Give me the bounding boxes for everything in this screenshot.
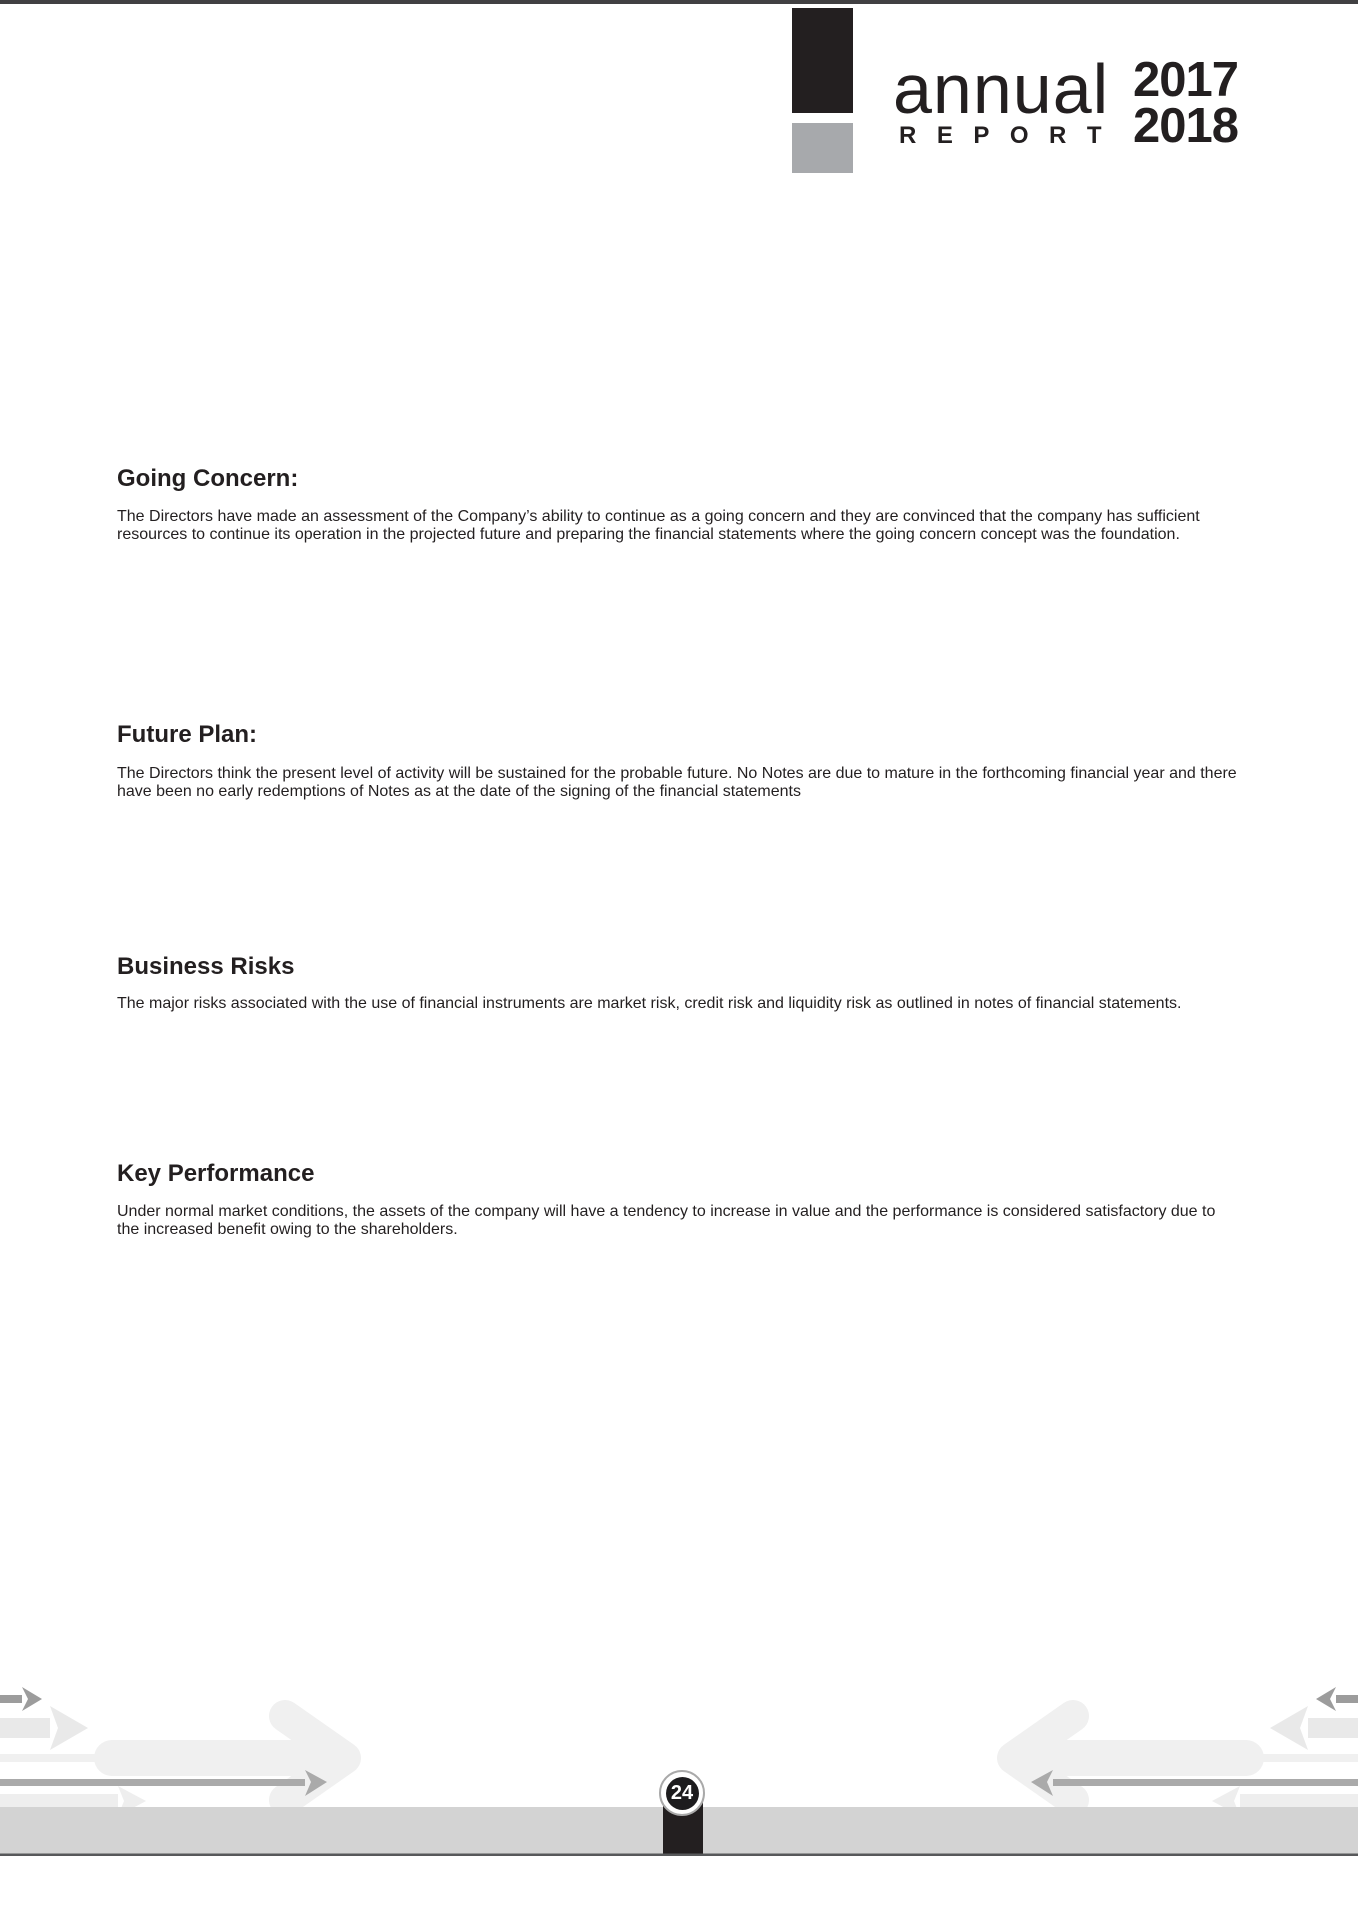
- section-body-going-concern: The Directors have made an assessment of the Company’s ability to continue as a going concern and they are convinced that the company has sufficient resources to continue its operation in the projected future and preparing the financial statements where the going concern concept was the foundation.: [117, 508, 1200, 543]
- section-heading-key-performance: Key Performance: [117, 1159, 315, 1187]
- logo-year-top: 2017: [1133, 53, 1239, 107]
- page-number-badge: [659, 1770, 705, 1816]
- left-arrow-icon: [1013, 1716, 1358, 1800]
- logo-report-text: REPORT: [899, 122, 1123, 149]
- left-arrow-icon: [1316, 1687, 1358, 1711]
- footer-band-edge: [0, 1854, 1358, 1857]
- section-body-business-risks: The major risks associated with the use of financial instruments are market risk, credit risk and liquidity risk as outlined in notes of financial statements.: [117, 995, 1182, 1012]
- right-arrow-icon: [0, 1716, 345, 1800]
- footer-decoration: [0, 1660, 1358, 1860]
- section-heading-going-concern: Going Concern:: [117, 464, 299, 492]
- section-body-future-plan: The Directors think the present level of activity will be sustained for the probable future. No Notes are due to mature in the forthcoming financial year and there have been no early redemptions of Notes as at the date of the signing of the financial statements: [117, 765, 1237, 800]
- logo-black-block: [792, 8, 853, 113]
- section-heading-future-plan: Future Plan:: [117, 720, 258, 748]
- section-body-key-performance: Under normal market conditions, the assets of the company will have a tendency to increase in value and the performance is considered satisfactory due to the increased benefit owing to the shareholders.: [117, 1203, 1216, 1238]
- page-number: 24: [666, 1777, 699, 1810]
- left-arrow-icon: [1270, 1706, 1358, 1750]
- right-arrow-icon: [0, 1687, 42, 1711]
- right-arrow-icon: [0, 1706, 88, 1750]
- logo-gray-block: [792, 123, 853, 173]
- top-rule-divider: [0, 0, 1358, 4]
- section-heading-business-risks: Business Risks: [117, 952, 295, 980]
- logo-years: [1133, 53, 1293, 153]
- logo-annual-text: annual: [893, 50, 1110, 128]
- logo-year-bottom: 2018: [1133, 99, 1239, 153]
